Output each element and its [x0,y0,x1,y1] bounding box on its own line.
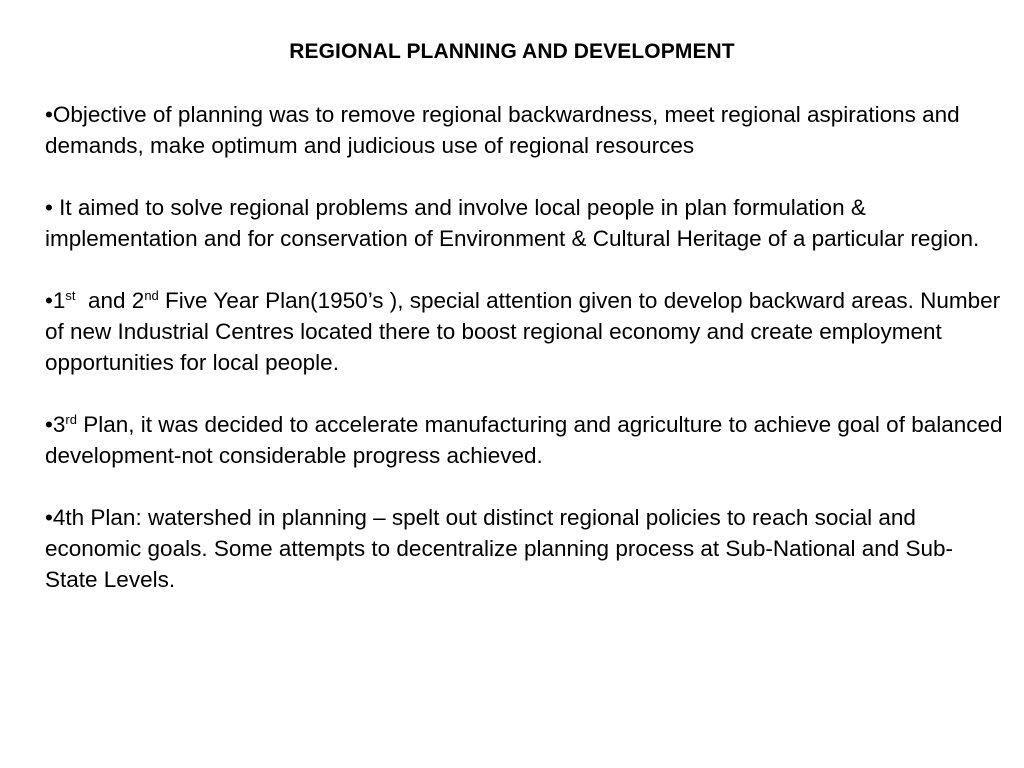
bullet-first-second-plan [45,285,1005,378]
superscript-st: st [65,288,76,303]
bullet-objective: •Objective of planning was to remove regional backwardness, meet regional aspirations and demands, make optimum and judicious use of regional resources [45,102,960,158]
bullet-third-plan-text: Plan, it was decided to accelerate manufacturing and agriculture to achieve goal of balanced development-not considerable progress achieved. [45,412,1003,468]
bullet-third-plan-prefix: •3 [45,412,66,437]
bullet-list [45,99,1005,626]
bullet-aims: • It aimed to solve regional problems and involve local people in plan formulation & implementation and for conservation of Environment & Cultural Heritage of a particular region. [45,195,980,251]
bullet-third-plan [45,409,1005,471]
slide-title: REGIONAL PLANNING AND DEVELOPMENT [289,40,735,63]
bullet-first-second-plan-prefix: •1 [45,288,66,313]
superscript-nd: nd [144,288,159,303]
bullet-first-second-plan-text: Five Year Plan(1950’s ), special attention given to develop backward areas. Number of new Industrial Centres located there to boost regional economy and create employment opportunities for local people. [45,288,1001,375]
superscript-rd: rd [65,412,77,427]
bullet-fourth-plan: •4th Plan: watershed in planning – spelt out distinct regional policies to reach social and economic goals. Some attempts to decentralize planning process at Sub-National and Sub-State Levels. [45,505,954,592]
bullet-first-second-plan-mid: and 2 [75,288,145,313]
